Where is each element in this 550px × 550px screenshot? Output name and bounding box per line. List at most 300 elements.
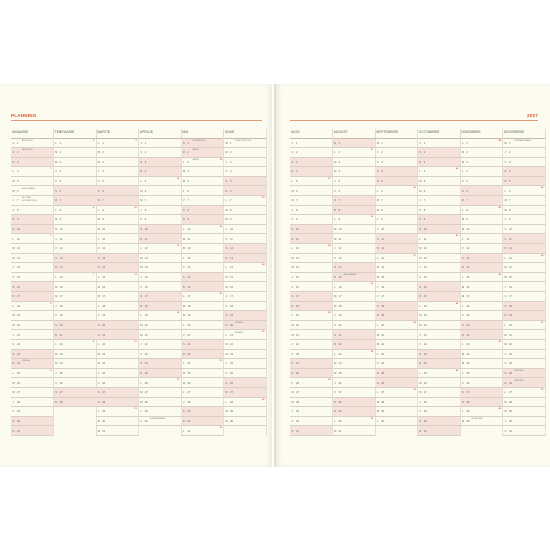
day-row[interactable]: [96, 311, 138, 321]
day-row[interactable]: [375, 302, 417, 312]
day-row[interactable]: [54, 215, 96, 225]
day-row[interactable]: [181, 215, 223, 225]
day-row[interactable]: [11, 263, 53, 273]
day-row[interactable]: [418, 206, 460, 216]
day-row[interactable]: [54, 186, 96, 196]
day-row[interactable]: [418, 148, 460, 158]
day-row[interactable]: [418, 330, 460, 340]
day-row[interactable]: [181, 407, 223, 417]
day-row[interactable]: [11, 388, 53, 398]
day-row[interactable]: [96, 148, 138, 158]
day-row[interactable]: [375, 282, 417, 292]
day-row[interactable]: [460, 369, 502, 379]
day-row[interactable]: [96, 167, 138, 177]
day-row[interactable]: [290, 244, 332, 254]
day-row[interactable]: [96, 177, 138, 187]
day-row[interactable]: [460, 244, 502, 254]
day-row[interactable]: [418, 254, 460, 264]
day-row[interactable]: [418, 158, 460, 171]
day-row[interactable]: [54, 330, 96, 340]
day-row[interactable]: [333, 302, 375, 312]
day-row[interactable]: [460, 302, 502, 312]
day-row[interactable]: [333, 378, 375, 388]
day-row[interactable]: [333, 426, 375, 436]
day-row[interactable]: [224, 158, 266, 168]
day-row[interactable]: [139, 273, 181, 283]
day-row[interactable]: [11, 234, 53, 244]
day-row[interactable]: [503, 206, 545, 216]
day-row[interactable]: [11, 292, 53, 302]
day-row[interactable]: [96, 254, 138, 264]
day-row[interactable]: [290, 407, 332, 417]
day-row[interactable]: [375, 378, 417, 388]
day-row[interactable]: [224, 196, 266, 206]
day-row[interactable]: [418, 244, 460, 254]
day-row[interactable]: [290, 398, 332, 408]
day-row[interactable]: [290, 340, 332, 350]
day-row[interactable]: [181, 186, 223, 196]
day-row[interactable]: [11, 417, 53, 427]
day-row[interactable]: [290, 378, 332, 388]
day-row[interactable]: [333, 186, 375, 196]
day-row[interactable]: [139, 311, 181, 321]
day-row[interactable]: [181, 263, 223, 273]
day-row[interactable]: [460, 407, 502, 417]
day-row[interactable]: [139, 206, 181, 216]
day-row[interactable]: [333, 263, 375, 273]
day-row[interactable]: [418, 263, 460, 273]
day-row[interactable]: [181, 302, 223, 312]
day-row[interactable]: [181, 340, 223, 350]
day-row[interactable]: [418, 196, 460, 206]
day-row[interactable]: [375, 148, 417, 158]
day-row[interactable]: [224, 215, 266, 225]
day-row[interactable]: [333, 369, 375, 379]
day-row[interactable]: [333, 158, 375, 168]
day-row[interactable]: [54, 139, 96, 149]
day-row[interactable]: [181, 196, 223, 206]
day-row[interactable]: [224, 167, 266, 177]
day-row[interactable]: [418, 177, 460, 187]
day-row[interactable]: [460, 292, 502, 302]
day-row[interactable]: [333, 244, 375, 254]
day-row[interactable]: [224, 186, 266, 196]
day-row[interactable]: [418, 350, 460, 360]
day-row[interactable]: [375, 215, 417, 225]
day-row[interactable]: [375, 158, 417, 168]
day-row[interactable]: [418, 186, 460, 196]
day-row[interactable]: [418, 311, 460, 321]
day-row[interactable]: [418, 167, 460, 177]
day-row[interactable]: [333, 398, 375, 408]
day-row[interactable]: [503, 177, 545, 190]
day-row[interactable]: [224, 407, 266, 417]
day-row[interactable]: [54, 388, 96, 398]
day-row[interactable]: [181, 158, 223, 168]
day-row[interactable]: [290, 263, 332, 273]
day-row[interactable]: [139, 244, 181, 254]
day-row[interactable]: [11, 426, 53, 436]
day-row[interactable]: [11, 273, 53, 283]
day-row[interactable]: [224, 369, 266, 379]
day-row[interactable]: [181, 378, 223, 388]
day-row[interactable]: [11, 215, 53, 225]
day-row[interactable]: [333, 215, 375, 225]
day-row[interactable]: [11, 282, 53, 292]
day-row[interactable]: [503, 330, 545, 340]
day-row[interactable]: [375, 254, 417, 264]
day-row[interactable]: [139, 139, 181, 149]
day-row[interactable]: [290, 186, 332, 196]
day-row[interactable]: [460, 177, 502, 187]
day-row[interactable]: [11, 340, 53, 350]
day-row[interactable]: [375, 311, 417, 321]
day-row[interactable]: [139, 292, 181, 302]
day-row[interactable]: [181, 206, 223, 216]
day-row[interactable]: [460, 234, 502, 244]
day-row[interactable]: [418, 139, 460, 149]
day-row[interactable]: [333, 167, 375, 177]
day-row[interactable]: [290, 177, 332, 187]
day-row[interactable]: [96, 378, 138, 388]
day-row[interactable]: [333, 254, 375, 264]
day-row[interactable]: [224, 139, 266, 149]
day-row[interactable]: [139, 234, 181, 244]
day-row[interactable]: [503, 158, 545, 168]
day-row[interactable]: [54, 158, 96, 168]
day-row[interactable]: [333, 417, 375, 427]
day-row[interactable]: [503, 378, 545, 388]
day-row[interactable]: [224, 263, 266, 273]
day-row[interactable]: [290, 311, 332, 321]
day-row[interactable]: [11, 167, 53, 177]
day-row[interactable]: [96, 369, 138, 379]
day-row[interactable]: [96, 292, 138, 302]
day-row[interactable]: [96, 186, 138, 196]
day-row[interactable]: [139, 350, 181, 360]
day-row[interactable]: [11, 321, 53, 331]
day-row[interactable]: [460, 378, 502, 388]
day-row[interactable]: [54, 254, 96, 264]
day-row[interactable]: [418, 302, 460, 312]
day-row[interactable]: [460, 186, 502, 196]
day-row[interactable]: [503, 263, 545, 273]
day-row[interactable]: [290, 148, 332, 158]
day-row[interactable]: [54, 311, 96, 321]
day-row[interactable]: [139, 407, 181, 417]
day-row[interactable]: [11, 177, 53, 187]
day-row[interactable]: [375, 359, 417, 369]
day-row[interactable]: [139, 225, 181, 235]
day-row[interactable]: [503, 302, 545, 312]
day-row[interactable]: [333, 148, 375, 158]
day-row[interactable]: [96, 282, 138, 292]
day-row[interactable]: [418, 388, 460, 398]
day-row[interactable]: [290, 302, 332, 315]
day-row[interactable]: [54, 196, 96, 206]
day-row[interactable]: [224, 388, 266, 398]
day-row[interactable]: [290, 254, 332, 264]
day-row[interactable]: [96, 196, 138, 206]
day-row[interactable]: [460, 263, 502, 273]
day-row[interactable]: [375, 369, 417, 379]
day-row[interactable]: [333, 350, 375, 360]
day-row[interactable]: [181, 417, 223, 430]
day-row[interactable]: [139, 186, 181, 196]
day-row[interactable]: [503, 225, 545, 235]
day-row[interactable]: [503, 292, 545, 302]
day-row[interactable]: [460, 158, 502, 168]
day-row[interactable]: [96, 215, 138, 225]
day-row[interactable]: [503, 359, 545, 369]
day-row[interactable]: [181, 426, 223, 436]
day-row[interactable]: [460, 321, 502, 331]
day-row[interactable]: [375, 330, 417, 340]
day-row[interactable]: [181, 350, 223, 363]
day-row[interactable]: [503, 282, 545, 292]
day-row[interactable]: [139, 148, 181, 158]
day-row[interactable]: [139, 340, 181, 350]
day-row[interactable]: [96, 350, 138, 360]
day-row[interactable]: [375, 321, 417, 331]
day-row[interactable]: [503, 340, 545, 350]
day-row[interactable]: [503, 196, 545, 206]
day-row[interactable]: [290, 215, 332, 225]
day-row[interactable]: [181, 244, 223, 254]
day-row[interactable]: [418, 282, 460, 292]
day-row[interactable]: [224, 321, 266, 334]
day-row[interactable]: [460, 282, 502, 292]
day-row[interactable]: [11, 186, 53, 196]
day-row[interactable]: [460, 417, 502, 427]
day-row[interactable]: [290, 196, 332, 206]
day-row[interactable]: [181, 148, 223, 158]
day-row[interactable]: [333, 206, 375, 219]
day-row[interactable]: [224, 225, 266, 235]
day-row[interactable]: [418, 407, 460, 417]
day-row[interactable]: [503, 311, 545, 321]
day-row[interactable]: [460, 388, 502, 398]
day-row[interactable]: [54, 273, 96, 283]
day-row[interactable]: [375, 273, 417, 283]
day-row[interactable]: [503, 369, 545, 379]
day-row[interactable]: [333, 359, 375, 369]
day-row[interactable]: [181, 359, 223, 369]
day-row[interactable]: [139, 215, 181, 225]
day-row[interactable]: [11, 407, 53, 417]
day-row[interactable]: [139, 398, 181, 408]
day-row[interactable]: [375, 340, 417, 350]
day-row[interactable]: [224, 398, 266, 408]
day-row[interactable]: [290, 167, 332, 177]
day-row[interactable]: [290, 321, 332, 331]
day-row[interactable]: [290, 273, 332, 283]
day-row[interactable]: [11, 378, 53, 388]
day-row[interactable]: [139, 158, 181, 168]
day-row[interactable]: [418, 398, 460, 408]
day-row[interactable]: [224, 378, 266, 388]
day-row[interactable]: [54, 321, 96, 331]
day-row[interactable]: [503, 398, 545, 408]
day-row[interactable]: [54, 234, 96, 244]
day-row[interactable]: [375, 225, 417, 235]
day-row[interactable]: [54, 177, 96, 187]
day-row[interactable]: [375, 206, 417, 216]
day-row[interactable]: [96, 302, 138, 312]
day-row[interactable]: [11, 330, 53, 340]
day-row[interactable]: [460, 311, 502, 321]
day-row[interactable]: [290, 206, 332, 216]
day-row[interactable]: [224, 177, 266, 187]
day-row[interactable]: [333, 340, 375, 350]
day-row[interactable]: [375, 350, 417, 360]
day-row[interactable]: [181, 225, 223, 235]
day-row[interactable]: [11, 311, 53, 321]
day-row[interactable]: [503, 254, 545, 264]
day-row[interactable]: [224, 340, 266, 350]
day-row[interactable]: [11, 244, 53, 254]
day-row[interactable]: [460, 196, 502, 206]
day-row[interactable]: [224, 234, 266, 244]
day-row[interactable]: [333, 388, 375, 398]
day-row[interactable]: [181, 330, 223, 340]
day-row[interactable]: [418, 369, 460, 379]
day-row[interactable]: [54, 369, 96, 379]
day-row[interactable]: [224, 292, 266, 302]
day-row[interactable]: [181, 369, 223, 379]
day-row[interactable]: [139, 378, 181, 388]
day-row[interactable]: [11, 302, 53, 312]
day-row[interactable]: [333, 321, 375, 331]
day-row[interactable]: [418, 417, 460, 427]
day-row[interactable]: [139, 282, 181, 292]
day-row[interactable]: [139, 196, 181, 206]
day-row[interactable]: [503, 215, 545, 225]
day-row[interactable]: [96, 273, 138, 283]
day-row[interactable]: [11, 158, 53, 171]
day-row[interactable]: [11, 196, 53, 206]
day-row[interactable]: [224, 350, 266, 360]
day-row[interactable]: [11, 139, 53, 149]
day-row[interactable]: [375, 139, 417, 149]
day-row[interactable]: [181, 388, 223, 398]
day-row[interactable]: [139, 321, 181, 331]
day-row[interactable]: [224, 417, 266, 427]
day-row[interactable]: [139, 177, 181, 187]
day-row[interactable]: [181, 292, 223, 302]
day-row[interactable]: [181, 398, 223, 408]
day-row[interactable]: [54, 378, 96, 388]
day-row[interactable]: [333, 407, 375, 417]
day-row[interactable]: [224, 311, 266, 321]
day-row[interactable]: [418, 340, 460, 350]
day-row[interactable]: [96, 263, 138, 273]
day-row[interactable]: [54, 302, 96, 312]
day-row[interactable]: [503, 244, 545, 254]
day-row[interactable]: [375, 244, 417, 254]
day-row[interactable]: [290, 234, 332, 244]
day-row[interactable]: [290, 369, 332, 382]
day-row[interactable]: [418, 225, 460, 238]
day-row[interactable]: [224, 206, 266, 216]
day-row[interactable]: [460, 350, 502, 360]
day-row[interactable]: [333, 282, 375, 292]
day-row[interactable]: [375, 292, 417, 302]
day-row[interactable]: [11, 206, 53, 216]
day-row[interactable]: [54, 263, 96, 273]
day-row[interactable]: [139, 302, 181, 315]
day-row[interactable]: [54, 292, 96, 302]
day-row[interactable]: [375, 388, 417, 398]
day-row[interactable]: [224, 359, 266, 369]
day-row[interactable]: [11, 350, 53, 360]
day-row[interactable]: [54, 244, 96, 254]
day-row[interactable]: [181, 139, 223, 149]
day-row[interactable]: [54, 350, 96, 360]
day-row[interactable]: [11, 398, 53, 408]
day-row[interactable]: [460, 206, 502, 216]
day-row[interactable]: [54, 340, 96, 350]
day-row[interactable]: [290, 417, 332, 427]
day-row[interactable]: [375, 196, 417, 206]
day-row[interactable]: [11, 148, 53, 158]
day-row[interactable]: [503, 139, 545, 149]
day-row[interactable]: [418, 273, 460, 283]
day-row[interactable]: [224, 148, 266, 158]
day-row[interactable]: [139, 167, 181, 177]
day-row[interactable]: [290, 359, 332, 369]
day-row[interactable]: [96, 158, 138, 168]
day-row[interactable]: [224, 302, 266, 312]
day-row[interactable]: [181, 167, 223, 177]
day-row[interactable]: [96, 359, 138, 369]
day-row[interactable]: [181, 282, 223, 292]
day-row[interactable]: [224, 244, 266, 254]
day-row[interactable]: [503, 167, 545, 177]
day-row[interactable]: [375, 167, 417, 177]
day-row[interactable]: [460, 340, 502, 350]
day-row[interactable]: [503, 417, 545, 427]
day-row[interactable]: [333, 273, 375, 286]
day-row[interactable]: [418, 292, 460, 302]
day-row[interactable]: [96, 426, 138, 436]
day-row[interactable]: [224, 282, 266, 292]
day-row[interactable]: [96, 417, 138, 427]
day-row[interactable]: [503, 407, 545, 417]
day-row[interactable]: [96, 244, 138, 254]
day-row[interactable]: [333, 311, 375, 321]
day-row[interactable]: [139, 263, 181, 273]
day-row[interactable]: [54, 398, 96, 408]
day-row[interactable]: [96, 225, 138, 235]
day-row[interactable]: [290, 426, 332, 436]
day-row[interactable]: [139, 388, 181, 398]
day-row[interactable]: [503, 186, 545, 196]
day-row[interactable]: [333, 330, 375, 340]
day-row[interactable]: [333, 234, 375, 244]
day-row[interactable]: [96, 398, 138, 411]
day-row[interactable]: [96, 234, 138, 244]
day-row[interactable]: [503, 426, 545, 436]
day-row[interactable]: [54, 282, 96, 292]
day-row[interactable]: [418, 215, 460, 225]
day-row[interactable]: [96, 206, 138, 216]
day-row[interactable]: [460, 215, 502, 225]
day-row[interactable]: [460, 254, 502, 264]
day-row[interactable]: [460, 330, 502, 340]
day-row[interactable]: [139, 369, 181, 382]
day-row[interactable]: [181, 311, 223, 321]
